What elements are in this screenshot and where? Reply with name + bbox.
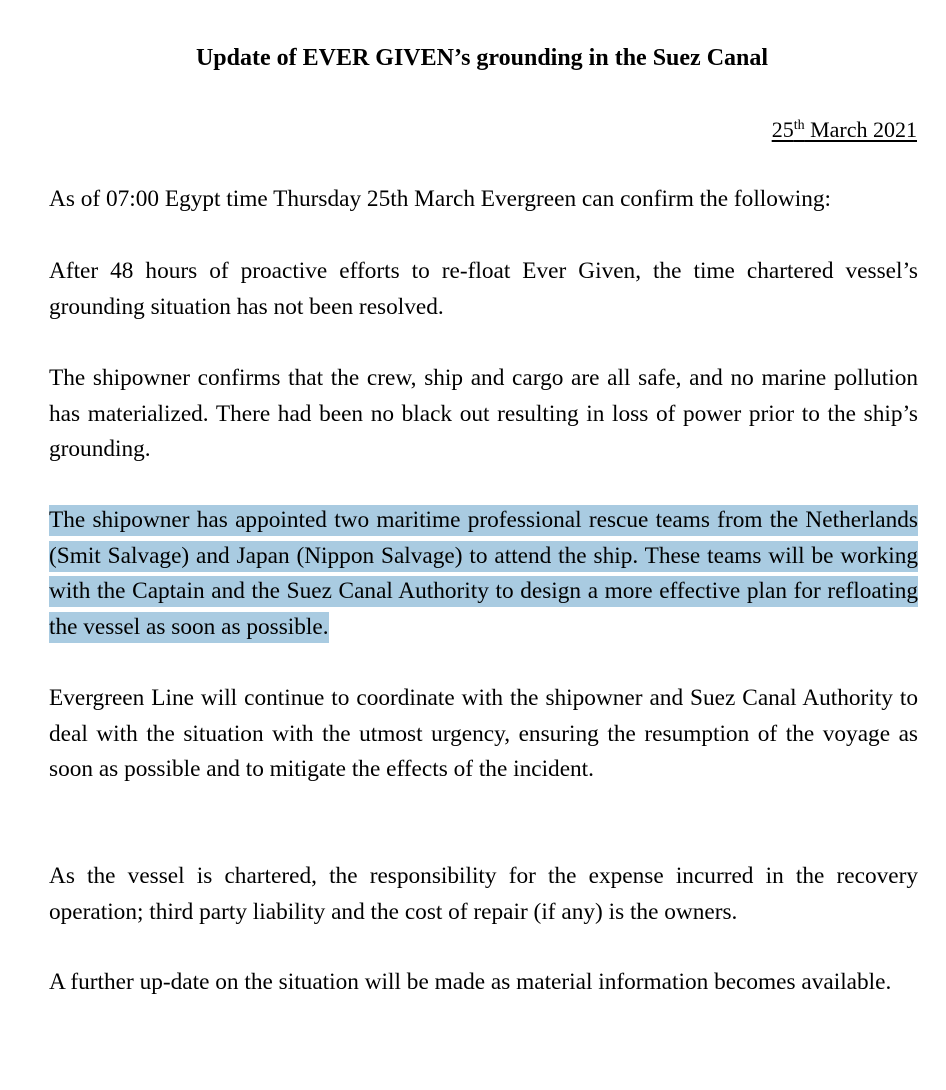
paragraph-intro (49, 182, 918, 218)
paragraph-safety (49, 361, 918, 468)
paragraph-refloat-efforts-text: After 48 hours of proactive efforts to re-float Ever Given, the time chartered vessel’s grounding situation has not been resolved. (49, 258, 918, 320)
paragraph-further-update (49, 965, 918, 1001)
highlighted-text: The shipowner has appointed two maritime professional rescue teams from the Netherlands (Smit Salvage) and Japan (Nippon Salvage) to attend the ship. These teams will be working with the Captain and the Suez Canal Authority to design a more effective plan for refloating the vessel as soon as possible. (49, 505, 918, 643)
paragraph-safety-text: The shipowner confirms that the crew, ship and cargo are all safe, and no marine pollution has materialized. There had been no black out resulting in loss of power prior to the ship’s grounding. (49, 365, 918, 462)
paragraph-evergreen-coordination-text: Evergreen Line will continue to coordinate with the shipowner and Suez Canal Authority to deal with the situation with the utmost urgency, ensuring the resumption of the voyage as soon as possible and to mitigate the effects of the incident. (49, 685, 918, 782)
paragraph-responsibility-text: As the vessel is chartered, the responsibility for the expense incurred in the recovery operation; third party liability and the cost of repair (if any) is the owners. (49, 863, 918, 925)
document-date (772, 116, 917, 144)
document-title: Update of EVER GIVEN’s grounding in the Suez Canal (195, 45, 769, 71)
date-month-year: March 2021 (804, 117, 917, 142)
paragraph-responsibility (49, 859, 918, 930)
paragraph-refloat-efforts (49, 254, 918, 325)
paragraph-rescue-teams (49, 503, 918, 645)
date-ordinal: th (793, 118, 805, 133)
paragraph-intro-text: As of 07:00 Egypt time Thursday 25th March Evergreen can confirm the following: (49, 186, 831, 212)
paragraph-further-update-text: A further up-date on the situation will be made as material information becomes available. (49, 969, 892, 995)
paragraph-evergreen-coordination (49, 681, 918, 788)
date-day: 25 (771, 117, 794, 142)
